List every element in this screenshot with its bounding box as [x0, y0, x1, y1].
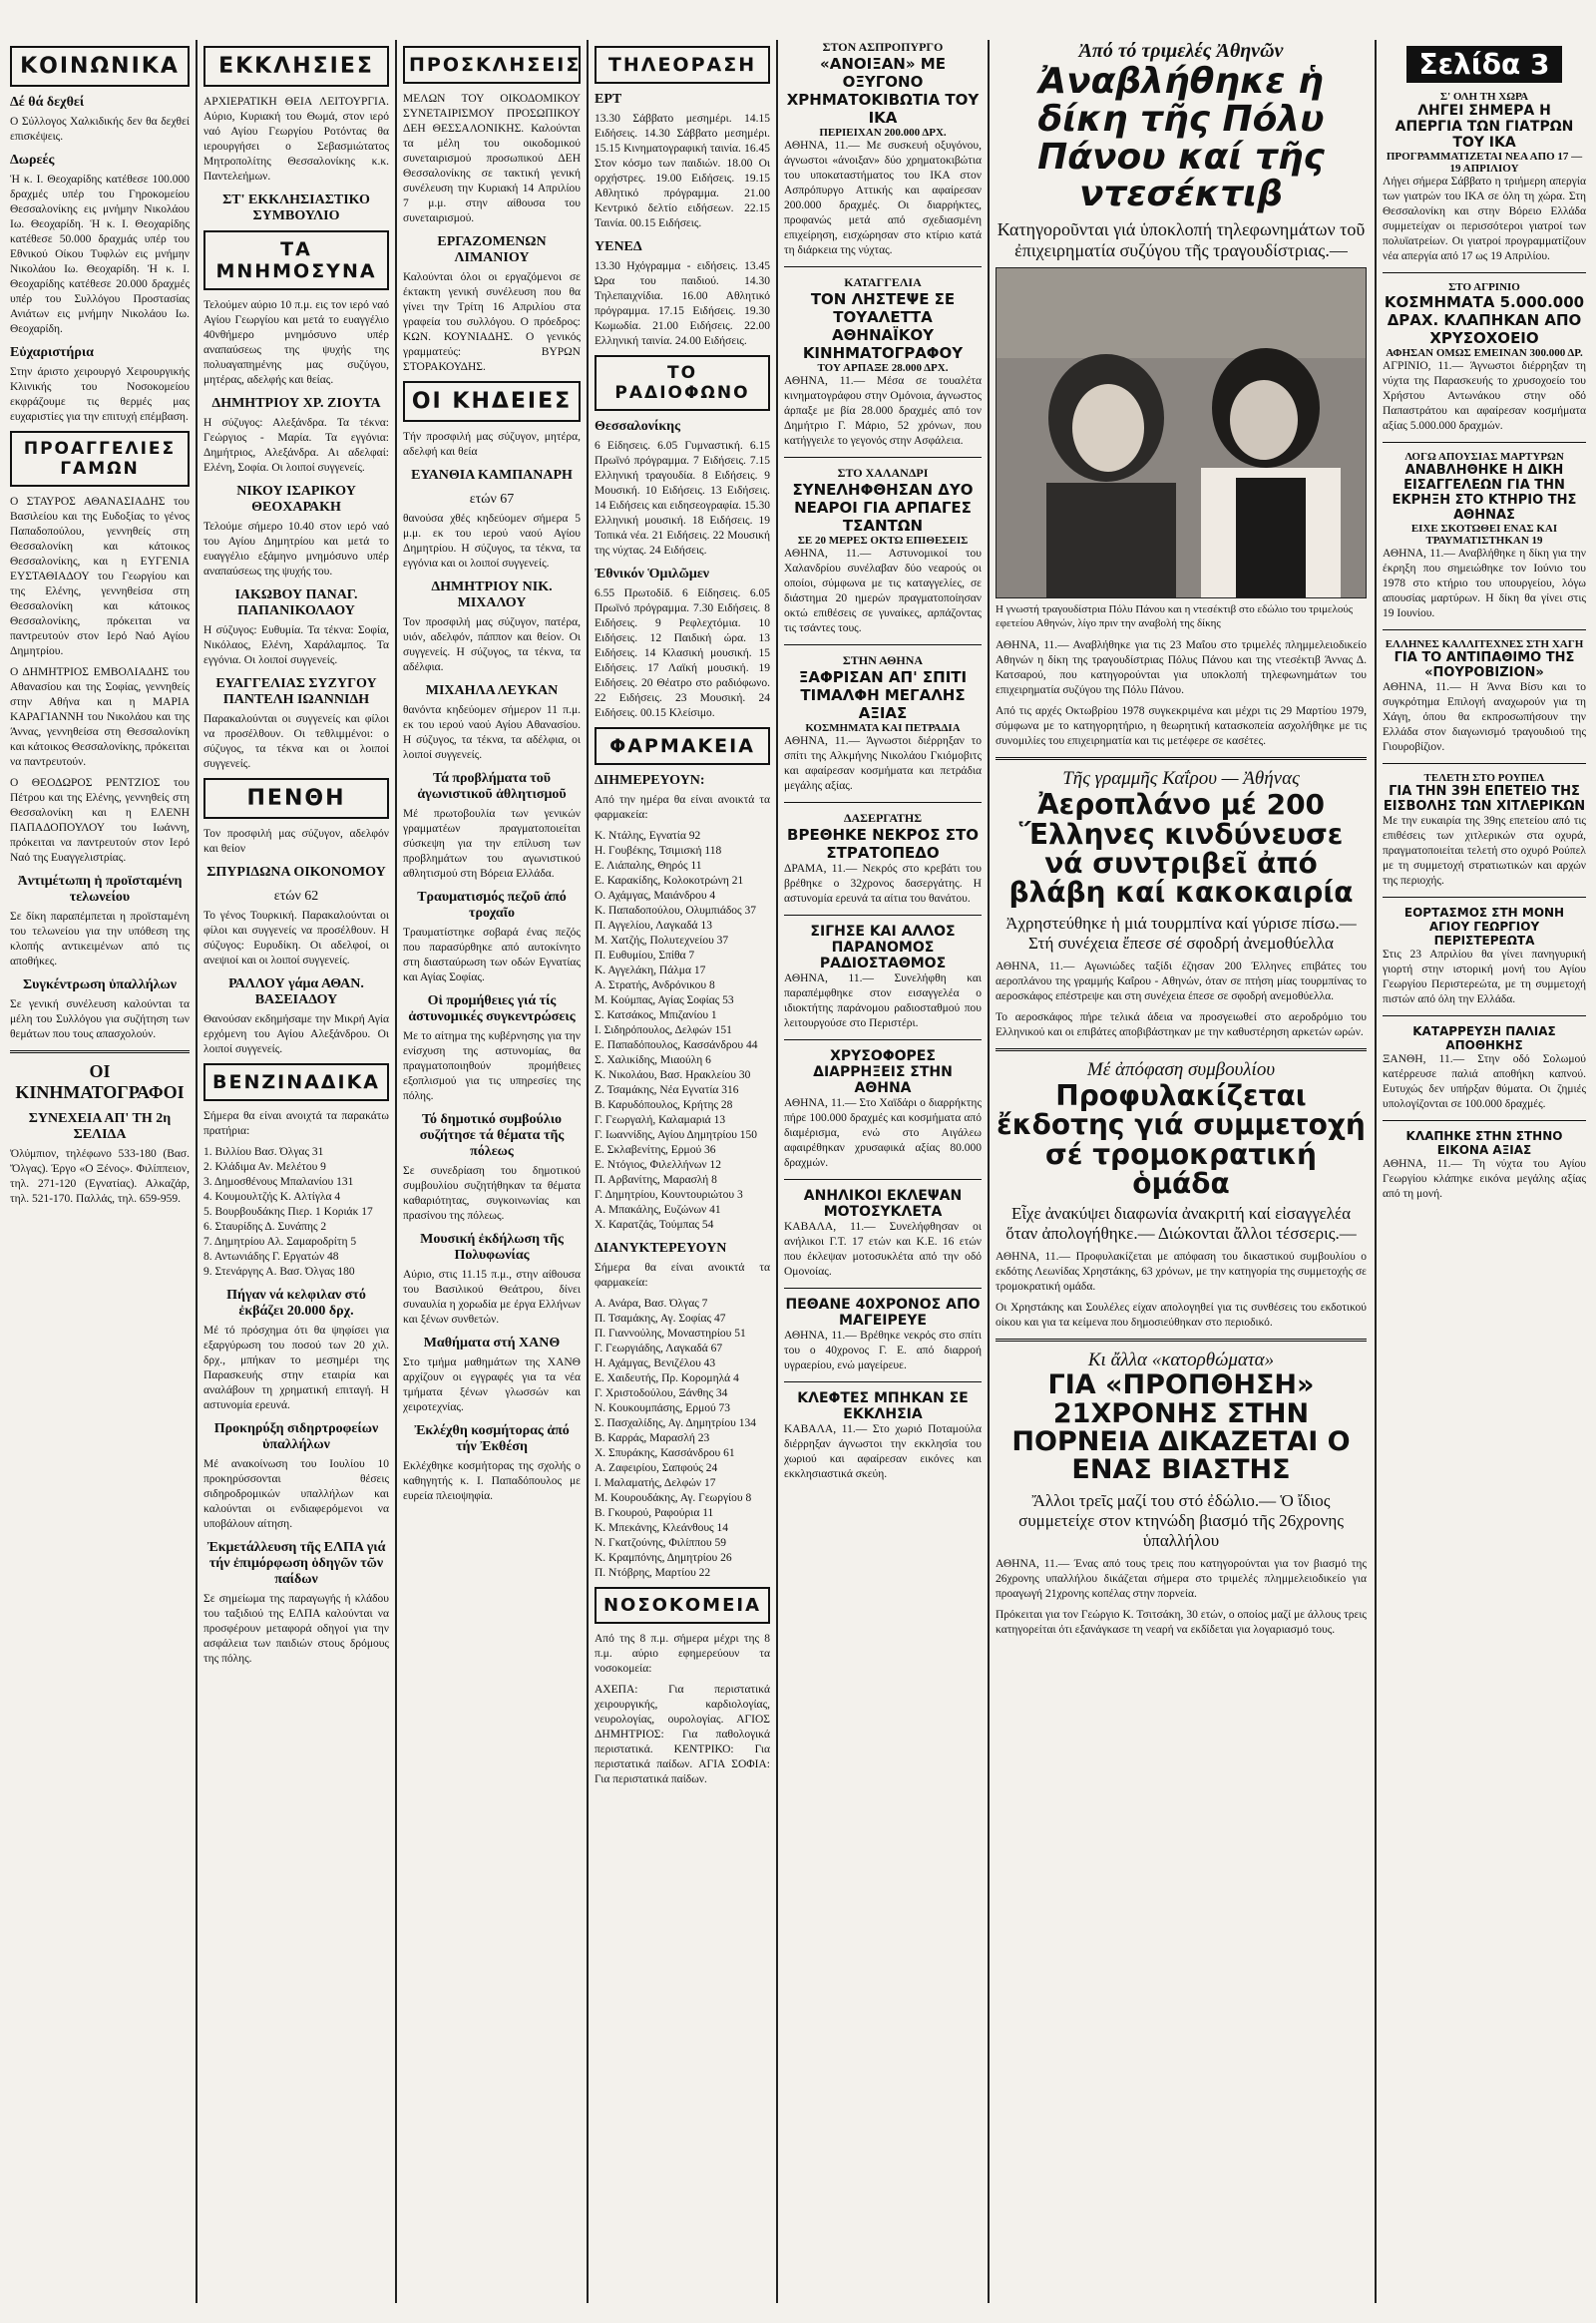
divider	[784, 802, 982, 803]
item-text: Ὀλύμπιον, τηλέφωνο 533-180 (Βασ. Ὄλγας). Έργο «Ο Ξένος». Φιλίππειον, τηλ. 271-120 (Εγνατίας). Αλκαζάρ, τηλ. 521-170. Παλλάς, τηλ. 659-959.	[10, 1148, 190, 1205]
divider	[1383, 763, 1586, 764]
list-item: 8. Αντωνιάδης Γ. Εργατών 48	[203, 1251, 339, 1263]
list-item: Π. Ευθυμίου, Σπίθα 7	[595, 950, 695, 962]
section-header-memorials: ΤΑ ΜΝΗΜΟΣΥΝΑ	[203, 230, 389, 290]
section-header-funerals: ΟΙ ΚΗΔΕΙΕΣ	[403, 381, 581, 422]
list-item: Σ. Κατσάκος, Μπιζανίου 1	[595, 1009, 717, 1021]
list-item: Μ. Κούμπας, Αγίας Σοφίας 53	[595, 994, 734, 1006]
item-text: Το γένος Τουρκική. Παρακαλούνται οι φίλοι και συγγενείς να προσέλθουν. Η σύζυγος: Ευρυδίκη. Οι αδελφοί, οι ανεψιοί και οι λοιποί συγγενείς.	[203, 910, 389, 967]
divider	[784, 915, 982, 916]
article-headline: ΣΥΝΕΛΗΦΘΗΣΑΝ ΔΥΟ ΝΕΑΡΟΙ ΓΙΑ ΑΡΠΑΓΕΣ ΤΣΑΝΤΩΝ	[792, 481, 974, 535]
column-rule	[1375, 40, 1377, 2303]
list-item: 7. Δημητρίου Αλ. Σαμαροδρίτη 5	[203, 1236, 357, 1248]
item-heading: ΣΥΝΕΧΕΙΑ ΑΠ' ΤΗ 2η ΣΕΛΙΔΑ	[28, 1111, 172, 1142]
item-text: ΑΧΕΠΑ: Για περιστατικά χειρουργικής, καρδιολογίας, νευρολογίας, ουρολογίας. ΑΓΙΟΣ ΔΗΜΗΤΡΙΟΣ: Για παθολογικά περιστατικά. ΚΕΝΤΡΙΚΟ: Για περιστατικά παίδων. ΑΓΙΑ ΣΟΦΙΑ: Για περιστατικά παίδων.	[595, 1684, 770, 1785]
photo-illustration	[997, 268, 1367, 597]
item-heading: Τραυματισμός πεζοῦ ἀπό τροχαῖο	[417, 890, 567, 921]
list-item: Γ. Γεωργιάδης, Λαγκαδά 67	[595, 1343, 723, 1355]
item-text: Η σύζυγος: Ευθυμία. Τα τέκνα: Σοφία, Νικόλαος, Ελένη, Χαράλαμπος. Τα εγγόνια. Οι λοιποί συγγενείς.	[203, 624, 389, 666]
item-text: Με το αίτημα της κυβέρνησης για την ενίσχυση της αστυνομίας, θα πραγματοποιηθούν προμήθειες εξοπλισμού για τις υπηρεσίες της πόλης.	[403, 1030, 581, 1102]
list-item: Κ. Νικολάου, Βασ. Ηρακλείου 30	[595, 1069, 751, 1081]
list-item: Β. Καρυδόπουλος, Κρήτης 28	[595, 1099, 733, 1111]
item-text: ΑΡΧΙΕΡΑΤΙΚΗ ΘΕΙΑ ΛΕΙΤΟΥΡΓΙΑ. Αύριο, Κυριακή του Θωμά, στον ιερό ναό Αγίου Γεωργίου Ροτόντας θα ιερουργήσει ο Σεβασμιώτατος Μητροπολίτης Θεσσαλονίκης κ.κ. Παντελεήμων.	[203, 96, 389, 183]
item-text: Μέ πρωτοβουλία των γενικών γραμματέων πραγματοποιείται σύσκεψη για την επίλυση των προβλημάτων του αγωνιστικού αθλητισμού στη Βόρεια Ελλάδα.	[403, 808, 581, 880]
article-text: Το αεροσκάφος πήρε τελικά άδεια να προσγειωθεί στο αεροδρόμιο του Ελληνικού και οι επιβάτες αποβιβάστηκαν με την καθυστέρηση αρκετών ωρών.	[996, 1010, 1367, 1038]
item-text: Η σύζυγος: Αλεξάνδρα. Τα τέκνα: Γεώργιος - Μαρία. Τα εγγόνια: Δημήτριος, Αλεξάνδρα. Αι αδελφαί: Ελένη, Σοφία. Οι λοιποί συγγενείς.	[203, 417, 389, 474]
item-heading: ΣΠΥΡΙΔΩΝΑ ΟΙΚΟΝΟΜΟΥ	[206, 865, 386, 880]
article-subhead: Ἄλλοι τρεῖς μαζί του στό ἐδώλιο.— Ὁ ἴδιος συμμετείχε στον κτηνώδη βιασμό τῆς 26χρονης ὑπαλλήλου	[1018, 1490, 1344, 1550]
page-number-label: Σελίδα 3	[1406, 46, 1561, 83]
item-heading: ΣΤ' ΕΚΚΛΗΣΙΑΣΤΙΚΟ ΣΥΜΒΟΥΛΙΟ	[222, 193, 370, 223]
section-header-invitations: ΠΡΟΣΚΛΗΣΕΙΣ	[403, 46, 581, 84]
article-subhead: ΣΕ 20 ΜΕΡΕΣ ΟΚΤΩ ΕΠΙΘΕΣΕΙΣ	[797, 535, 969, 547]
article-headline: ΤΟΝ ΛΗΣΤΕΨΕ ΣΕ ΤΟΥΑΛΕΤΤΑ ΑΘΗΝΑΪΚΟΥ ΚΙΝΗΜΑΤΟΓΡΑΦΟΥ	[802, 290, 964, 362]
divider	[784, 1039, 982, 1040]
divider	[996, 757, 1367, 760]
list-item: Α. Μπακάλης, Ευζώνων 41	[595, 1204, 721, 1216]
divider	[1383, 897, 1586, 898]
list-item: 1. Βιλλίου Βασ. Όλγας 31	[203, 1146, 324, 1158]
article-headline: Ἀεροπλάνο μέ 200 Ἕλληνες κινδύνευσε νά συντριβεῖ ἀπό βλάβη καί κακοκαιρία	[1008, 788, 1354, 910]
list-item: Ε. Σκλαβενίτης, Ερμού 36	[595, 1144, 716, 1156]
column-rule	[988, 40, 990, 2303]
item-text: Σε σημείωμα της παραγωγής ή κλάδου του ταξιδιού της ΕΛΠΑ καλούνται να προσφέρουν μεταφορά οδηγοί για την ασφάλεια των παιδιών στους δρόμους της πόλης.	[203, 1593, 389, 1665]
item-heading: Πήγαν νά κελφιλαν στό ἐκβάζει 20.000 δρχ.	[226, 1288, 366, 1319]
divider	[1383, 629, 1586, 630]
divider	[1383, 1015, 1586, 1016]
list-item: Γ. Γεωργαλή, Καλαμαριά 13	[595, 1114, 726, 1126]
item-text: Παρακαλούνται οι συγγενείς και φίλοι να προσέλθουν. Οι τεθλιμμένοι: ο σύζυγος, τα τέκνα και οι λοιποί συγγενείς.	[203, 713, 389, 770]
item-heading: ΕΡΤ	[595, 92, 622, 107]
item-text: Τήν προσφιλή μας σύζυγον, μητέρα, αδελφή και θεία	[403, 431, 581, 458]
article-headline: ΚΛΕΦΤΕΣ ΜΠΗΚΑΝ ΣΕ ΕΚΚΛΗΣΙΑ	[797, 1390, 969, 1422]
item-heading: ΕΥΑΓΓΕΛΙΑΣ ΣΥΖΥΓΟΥ ΠΑΝΤΕΛΗ ΙΩΑΝΝΙΔΗ	[215, 676, 377, 707]
column-invitations	[403, 40, 581, 2303]
list-item: Ε. Παπαδόπουλος, Κασσάνδρου 44	[595, 1039, 758, 1051]
list-item: Κ. Παπαδοπούλου, Ολυμπιάδος 37	[595, 905, 756, 917]
item-text: Ο ΣΤΑΥΡΟΣ ΑΘΑΝΑΣΙΑΔΗΣ του Βασιλείου και της Ευδοξίας το γένος Παπαδοπούλου, γεννηθείς στη Θεσσαλονίκη και κάτοικος Θεσσαλονίκης, και η ΕΥΓΕΝΙΑ ΕΥΣΤΑΘΙΑΔΟΥ του Γεωργίου και της Ελένης, γεννηθείσα στη Θεσσαλονίκη και κάτοικος Θεσσαλονίκης, πρόκειται να παντρευτούν στον Ιερό Ναό Αγίου Δημητρίου.	[10, 496, 190, 657]
article-text: ΑΘΗΝΑ, 11.— Τη νύχτα του Αγίου Γεωργίου κλάπηκε εικόνα μεγάλης αξίας από τη μονή.	[1383, 1158, 1586, 1200]
article-headline: ΧΡΥΣΟΦΟΡΕΣ ΔΙΑΡΡΗΞΕΙΣ ΣΤΗΝ ΑΘΗΝΑ	[813, 1048, 953, 1096]
item-text: Στο τμήμα μαθημάτων της ΧΑΝΘ αρχίζουν οι εγγραφές για τα νέα τμήματα ξένων γλωσσών και χειροτεχνίας.	[403, 1356, 581, 1413]
list-item: Μ. Κουρουδάκης, Αγ. Γεωργίου 8	[595, 1492, 752, 1504]
article-headline: ΓΙΑ «ΠΡΟΠΘΗΣΗ» 21ΧΡΟΝΗΣ ΣΤΗΝ ΠΟΡΝΕΙΑ ΔΙΚΑΖΕΤΑΙ Ο ΕΝΑΣ ΒΙΑΣΤΗΣ	[1011, 1369, 1351, 1486]
item-subheading: ετών 62	[273, 889, 319, 904]
list-item: Π. Γιαννούλης, Μοναστηρίου 51	[595, 1328, 746, 1340]
item-heading: Τά προβλήματα τοῦ ἀγωνιστικοῦ ἀθλητισμοῦ	[417, 771, 567, 802]
item-text: 6.55 Πρωτοδίδ. 6 Είδησεις. 6.05 Πρωϊνό πρόγραμμα. 7.30 Ειδήσεις. 8 Ειδήσεις. 9 Ρεφλεχτόμια. 10 Ειδήσεις. 12 Παιδική ώρα. 13 Ειδήσεις. 14 Κλασική μουσική. 15 Ειδήσεις. 17 Λαϊκή μουσική. 19 Ειδήσεις. 20 Θέατρο στο ραδιόφωνο. 22 Ειδήσεις. 23 Μουσική. 24 Ειδήσεις. 00.15 Κλείσιμο.	[595, 587, 770, 719]
item-heading: Δέ θά δεχθεί	[10, 95, 85, 110]
item-text: Τελούμεν αύριο 10 π.μ. εις τον ιερό ναό Αγίου Γεωργίου και μετά το ευαγγέλιο 40νθήμερο μνημόσυνο υπέρ αναπαύσεως της ψυχής της πολυαγαπημένης μας συζύγου, μητέρας, αδελφής και θείας.	[203, 299, 389, 386]
item-subheading: ετών 67	[469, 492, 515, 507]
item-text: θανόντα κηδεύομεν σήμερον 11 π.μ. εκ του ιερού ναού Αγίου Αθανασίου. Η σύζυγος, τα τέκνα, τα αδέλφια, οι λοιποί συγγενείς.	[403, 704, 581, 761]
item-text: Ο ΔΗΜΗΤΡΙΟΣ ΕΜΒΟΛΙΑΔΗΣ του Αθανασίου και της Σοφίας, γεννηθείς στην Αθήνα και η ΜΑΡΙΑ ΚΑΡΑΓΙΑΝΝΗ του Νικολάου και της Άννας, γεννηθείσα στη Θεσσαλονίκη και κάτοικος Θεσσαλονίκης, πρόκειται να παντρευτούν.	[10, 666, 190, 768]
list-item: Ι. Μαλαματής, Δελφών 17	[595, 1477, 716, 1489]
news-photo	[996, 267, 1367, 598]
list-item: Ο. Αχάμγας, Μαιάνδρου 4	[595, 890, 716, 902]
article-text: ΑΓΡΙΝΙΟ, 11.— Άγνωστοι διέρρηξαν τη νύχτα της Παρασκευής το χρυσοχοείο του Χρήστου Αντωνάκου στην οδό Παπαστράτου και αφαίρεσαν κοσμήματα αξίας 5.000.000 δραχμών.	[1383, 360, 1586, 432]
item-text: Μέ ανακοίνωση του Ιουλίου 10 προκηρύσσονται θέσεις σιδηροδρομικών υπαλλήλων και καλούνται οι ενδιαφερόμενοι να υποβάλουν αίτηση.	[203, 1458, 389, 1530]
article-text: ΑΘΗΝΑ, 11.— Προφυλακίζεται με απόφαση του δικαστικού συμβουλίου ο εκδότης Λεωνίδας Χρηστάκης, 63 χρόνων, με την κατηγορία της συμμετοχής σε τρομοκρατική ομάδα.	[996, 1251, 1367, 1294]
article-headline: ΣΙΓΗΣΕ ΚΑΙ ΑΛΛΟΣ ΠΑΡΑΝΟΜΟΣ ΡΑΔΙΟΣΤΑΘΜΟΣ	[810, 924, 956, 971]
column-right	[1383, 40, 1586, 2303]
item-heading: Θεσσαλονίκης	[595, 419, 681, 434]
article-kicker: Ἀπό τό τριμελές Ἀθηνῶν	[1078, 40, 1284, 62]
list-item: Κ. Ντάλης, Εγνατία 92	[595, 830, 701, 842]
item-text: Σε συνεδρίαση του δημοτικού συμβουλίου συζητήθηκαν τα θέματα καθαριότητας, συγκοινωνίας και πρασίνου της πόλεως.	[403, 1165, 581, 1222]
item-heading: Εὐχαριστήρια	[10, 345, 94, 360]
item-text: 13.30 Σάββατο μεσημέρι. 14.15 Ειδήσεις. 14.30 Σάββατο μεσημέρι. 15.15 Κινηματογραφική ταινία. 16.45 Στον κόσμο των παιδιών. 18.00 Οι ορχήστρες. 19.00 Ειδήσεις. 19.15 Αθλητικό πρόγραμμα. 21.00 Κεντρικό δελτίο ειδήσεων. 22.15 Ταινία. 00.15 Ειδήσεις.	[595, 113, 770, 229]
article-kicker: Μέ ἀπόφαση συμβουλίου	[1086, 1058, 1276, 1080]
item-text: Ο ΘΕΟΔΩΡΟΣ ΡΕΝΤΖΙΟΣ του Πέτρου και της Ελένης, γεννηθείς στη Θεσσαλονίκη και η ΕΛΕΝΗ ΠΑΠΑΔΟΠΟΥΛΟΥ του Ιωάννη, πρόκειται να παντρευτούν στον Ιερό Ναό της Ευαγγελιστρίας.	[10, 777, 190, 864]
item-text: 13.30 Ηχόγραμμα - ειδήσεις. 13.45 Ώρα του παιδιού. 14.30 Τηλεπαιχνίδια. 16.00 Αθλητικό πρόγραμμα. 17.15 Ειδήσεις. 19.30 Κωμωδία. 21.00 Ειδήσεις. 22.00 Ελληνική ταινία. 24.00 Ειδήσεις.	[595, 260, 770, 347]
article-subhead: Ἀχρηστεύθηκε ἡ μιά τουρμπίνα καί γύρισε πίσω.— Στή συνέχεια ἔπεσε σέ σφοδρή ἀνεμοθύελλα	[1005, 913, 1357, 953]
item-heading: Ἐθνικόν Ὁμιλῶμεν	[595, 567, 710, 581]
article-text: Στις 23 Απριλίου θα γίνει πανηγυρική γιορτή στην ιστορική μονή του Αγίου Γεωργίου Περιστερεώτα, με τη συμμετοχή πιστών από όλη την Ελλάδα.	[1383, 949, 1586, 1005]
article-kicker: ΣΤΟ ΑΓΡΙΝΙΟ	[1448, 281, 1520, 293]
item-heading: ΔΙΑΝΥΚΤΕΡΕΥΟΥΝ	[595, 1241, 727, 1256]
article-text: ΑΘΗΝΑ, 11.— Βρέθηκε νεκρός στο σπίτι του ο 40χρονος Γ. Ε. από διαρροή υγραερίου, ενώ μαγείρευε.	[784, 1330, 982, 1371]
item-text: Ἡ κ. Ι. Θεοχαρίδης κατέθεσε 100.000 δραχμές υπέρ του Γηροκομείου Θεσσαλονίκης εις μνήμην Νικολάου Ιω. Θεοχαρίδη. Ἡ κ. Ι. Θεοχαρίδης κατέθεσε 50.000 δραχμάς υπέρ του Εθνικού Οίκου Τυφλών εις μνήμην Νικολάου Ιω. Θεοχαρίδη. Ἡ κ. Ι. Θεοχαρίδης κατέθεσε 20.000 δραχμές υπέρ του Συλλόγου Προστασίας Ανιάτων εις μνήμην Νικολάου Ιω. Θεοχαρίδη.	[10, 174, 190, 335]
item-heading: ΔΙΗΜΕΡΕΥΟΥΝ:	[595, 773, 705, 788]
item-text: Εκλέχθηκε κοσμήτορας της σχολής ο καθηγητής κ. Ι. Παπαδόπουλος με ευρεία πλειοψηφία.	[403, 1460, 581, 1502]
article-text: ΑΘΗΝΑ, 11.— Συνελήφθη και παραπέμφθηκε στον εισαγγελέα ο ιδιοκτήτης παράνομου ραδιοσταθμού που λειτουργούσε στο Περιστέρι.	[784, 972, 982, 1029]
item-heading: Προκηρύξη σιδηρτροφείων ὑπαλλήλων	[213, 1421, 379, 1452]
page-number-box	[1383, 46, 1586, 83]
article-text: ΑΘΗΝΑ, 11.— Ένας από τους τρεις που κατηγορούνται για τον βιασμό της 26χρονης υπαλλήλου δικάζεται σήμερα στο τριμελές πλημμελειοδικείο για προαγωγή 21χρονης κοπέλας στην πορνεία.	[996, 1557, 1367, 1600]
article-subhead: Εἶχε ἀνακύψει διαφωνία ἀνακριτή καί εἰσαγγελέα ὅταν ἀπολογήθηκε.— Διώκονται ἄλλοι τέσσερις.—	[1005, 1204, 1357, 1244]
article-headline: ΓΙΑ ΤΟ ΑΝΤΙΠΑΘΙΜΟ ΤΗΣ «ΠΟΥΡΟΒΙΖΙΟΝ»	[1394, 650, 1575, 680]
list-item: Σ. Χαλικίδης, Μιαούλη 6	[595, 1054, 711, 1066]
section-header-churches: ΕΚΚΛΗΣΙΕΣ	[203, 46, 389, 87]
item-text: Σήμερα θα είναι ανοικτά τα φαρμακεία:	[595, 1262, 770, 1289]
list-item: Π. Τσαμάκης, Αγ. Σοφίας 47	[595, 1313, 726, 1325]
list-item: Α. Ανάρα, Βασ. Όλγας 7	[595, 1298, 708, 1310]
list-item: 6. Σταυρίδης Δ. Συνάπης 2	[203, 1221, 327, 1233]
article-subhead: ΑΦΗΣΑΝ ΟΜΩΣ ΕΜΕΙΝΑΝ 300.000 ΔΡ.	[1386, 347, 1583, 359]
list-item: Ε. Ντόγιος, Φιλελλήνων 12	[595, 1159, 721, 1171]
item-heading: ΔΗΜΗΤΡΙΟΥ ΧΡ. ΖΙΟΥΤΑ	[211, 396, 381, 411]
article-text: ΑΘΗΝΑ, 11.— Η Άννα Βίσυ και το συγκρότημα Επιλογή αναχωρούν για τη Χάγη, όπου θα εκπροσωπήσουν την Ελλάδα στον διαγωνισμό τραγουδιού της Γιουροβίζιον.	[1383, 681, 1586, 753]
article-text: ΑΘΗΝΑ, 11.— Αστυνομικοί του Χαλανδρίου συνέλαβαν δύο νεαρούς οι οποίοι, σύμφωνα με τις καταγγελίες, σε διάστημα 20 ημερών πραγματοποίησαν οκτώ επιθέσεις σε γυναίκες, αρπάζοντας τις τσάντες τους.	[784, 548, 982, 634]
item-heading: ΕΡΓΑΖΟΜΕΝΩΝ ΛΙΜΑΝΙΟΥ	[437, 234, 547, 265]
article-text: Με την ευκαιρία της 39ης επετείου από τις επιθέσεις των χιτλερικών στα οχυρά, πραγματοποιείται τελετή στο οχυρό Ρούπελ με τη συμμετοχή στρατιωτικών και αρχών της περιοχής.	[1383, 815, 1586, 887]
divider	[784, 644, 982, 645]
article-headline: ΓΙΑ ΤΗΝ 39Η ΕΠΕΤΕΙΟ ΤΗΣ ΕΙΣΒΟΛΗΣ ΤΩΝ ΧΙΤΛΕΡΙΚΩΝ	[1383, 784, 1586, 814]
article-text: ΚΑΒΑΛΑ, 11.— Συνελήφθησαν οι ανήλικοι Γ.Τ. 17 ετών και Κ.Ε. 16 ετών που έκλεψαν μοτοσυκλέτα από την οδό Ομονοίας.	[784, 1221, 982, 1278]
column-rule	[776, 40, 778, 2303]
article-subhead: Κατηγοροῦνται γιά ὑποκλοπή τηλεφωνημάτων τοῦ ἐπιχειρηματία συζύγου τῆς τραγουδίστριας.—	[997, 219, 1366, 261]
article-text: Από τις αρχές Οκτωβρίου 1978 συγκεκριμένα και μέχρι τις 29 Μαρτίου 1979, σύμφωνα με το κατηγορητήριο, η θεωρητική κατασκοπεία ασχολήθηκε με τις συνομιλίες του επιχειρηματία και τις μετέφερε σε κασέτες.	[996, 705, 1367, 748]
section-header-tv: ΤΗΛΕΟΡΑΣΗ	[595, 46, 770, 84]
list-item: Β. Γκουρού, Ραφούρια 11	[595, 1507, 714, 1519]
list-item: Μ. Χατζής, Πολυτεχνείου 37	[595, 935, 729, 947]
item-heading: Συγκέντρωση ὑπαλλήλων	[22, 977, 178, 992]
item-text: Θανούσαν εκδημήσαμε την Μικρή Αγία ερχόμενη του Αγίου Αλεξάνδρου. Οι λοιποί συγγενείς.	[203, 1013, 389, 1055]
column-churches	[203, 40, 389, 2303]
divider	[10, 1050, 190, 1053]
column-rule	[196, 40, 198, 2303]
list-item: 9. Στενάργης Α. Βασ. Όλγας 180	[203, 1266, 355, 1278]
article-headline: ΑΝΗΛΙΚΟΙ ΕΚΛΕΨΑΝ ΜΟΤΟΣΥΚΛΕΤΑ	[803, 1188, 963, 1220]
item-heading: Τό δημοτικό συμβούλιο συζήτησε τά θέματα τῆς πόλεως	[419, 1112, 565, 1159]
article-headline: ΞΑΦΡΙΣΑΝ ΑΠ' ΣΠΙΤΙ ΤΙΜΑΛΦΗ ΜΕΓΑΛΗΣ ΑΞΙΑΣ	[798, 668, 968, 722]
list-item: Α. Στρατής, Ανδρόνικου 8	[595, 979, 715, 991]
divider	[1383, 272, 1586, 273]
article-subhead: ΠΡΟΓΡΑΜΜΑΤΙΖΕΤΑΙ ΝΕΑ ΑΠΟ 17 — 19 ΑΠΡΙΛΙΟΥ	[1386, 151, 1583, 175]
item-text: ΜΕΛΩΝ ΤΟΥ ΟΙΚΟΔΟΜΙΚΟΥ ΣΥΝΕΤΑΙΡΙΣΜΟΥ ΠΡΟΣΩΠΙΚΟΥ ΔΕΗ ΘΕΣΣΑΛΟΝΙΚΗΣ. Καλούνται τα μέλη του οικοδομικού συνεταιρισμού προσωπικού ΔΕΗ Θεσσαλονίκης σε τακτική γενική συνέλευση την Κυριακή 14 Απριλίου 7 μ.μ. στην αίθουσα του συνεταιρισμού.	[403, 93, 581, 224]
item-heading: Μουσική ἐκδήλωση τῆς Πολυφωνίας	[420, 1232, 564, 1263]
item-heading: Ἀντιμέτωπη ἡ προϊσταμένη τελωνείου	[17, 874, 183, 905]
section-header-gas-stations: ΒΕΝΖΙΝΑΔΙΚΑ	[203, 1063, 389, 1101]
section-header-cinemas: ΟΙ ΚΙΝΗΜΑΤΟΓΡΑΦΟΙ	[15, 1061, 185, 1102]
divider	[784, 1288, 982, 1289]
article-text: ΞΑΝΘΗ, 11.— Στην οδό Σολωμού κατέρρευσε παλιά αποθήκη καπνού. Ευτυχώς δεν υπήρξαν θύματα. Οι ζημιές υπολογίζονται σε 100.000 δραχμές.	[1383, 1053, 1586, 1110]
item-text: θανούσα χθές κηδεύομεν σήμερα 5 μ.μ. εκ του ιερού ναού Αγίου Δημητρίου. Η σύζυγος, τα τέκνα, τα εγγόνια και οι λοιποί συγγενείς.	[403, 513, 581, 570]
article-kicker: ΣΤΟ ΧΑΛΑΝΔΡΙ	[837, 466, 929, 480]
article-kicker: Κι ἄλλα «κατορθώματα»	[1087, 1350, 1275, 1371]
item-heading: ΡΑΛΛΟΥ γάμα ΑΘΑΝ. ΒΑΣΕΙΑΔΟΥ	[228, 976, 364, 1007]
column-main-stories	[996, 40, 1367, 2303]
article-headline: ΕΟΡΤΑΣΜΟΣ ΣΤΗ ΜΟΝΗ ΑΓΙΟΥ ΓΕΩΡΓΙΟΥ ΠΕΡΙΣΤΕΡΕΩΤΑ	[1403, 906, 1565, 948]
article-kicker: ΤΕΛΕΤΗ ΣΤΟ ΡΟΥΠΕΛ	[1423, 772, 1545, 784]
article-kicker: ΕΛΛΗΝΕΣ ΚΑΛΛΙΤΕΧΝΕΣ ΣΤΗ ΧΑΓΗ	[1385, 638, 1584, 650]
list-item: Π. Αγγελίου, Λαγκαδά 13	[595, 920, 712, 932]
article-text: Πρόκειται για τον Γεώργιο Κ. Τσιτσάκη, 30 ετών, ο οποίος μαζί με άλλους τρεις κατηγορείται ότι εξανάγκασε τη νεαρή να εκδίδεται για λογαριασμό τους.	[996, 1608, 1367, 1636]
article-headline: «ΑΝΟΙΞΑΝ» ΜΕ ΟΞΥΓΟΝΟ ΧΡΗΜΑΤΟΚΙΒΩΤΙΑ ΤΟΥ ΙΚΑ	[786, 55, 980, 127]
item-heading: Μαθήματα στή ΧΑΝΘ	[423, 1336, 561, 1351]
list-item: 5. Βουρβουδάκης Πιερ. 1 Κοριάκ 17	[203, 1206, 373, 1218]
article-text: ΚΑΒΑΛΑ, 11.— Στο χωριό Ποταμούλα διέρρηξαν άγνωστοι την εκκλησία του χωριού και αφαίρεσαν εικόνες και εκκλησιαστικά σκεύη.	[784, 1423, 982, 1480]
list-item: Ε. Χαιδευτής, Πρ. Κορομηλά 4	[595, 1372, 739, 1384]
item-heading: ΜΙΧΑΗΛΑ ΛΕΥΚΑΝ	[425, 683, 559, 698]
article-subhead: ΠΕΡΙΕΙΧΑΝ 200.000 ΔΡΧ.	[819, 127, 947, 139]
list-item: 3. Δημοσθένους Μπαλανίου 131	[203, 1176, 354, 1188]
item-text: Καλούνται όλοι οι εργαζόμενοι σε έκτακτη γενική συνέλευση που θα γίνει την Τρίτη 16 Απριλίου στα γραφεία του συλλόγου. Ο πρόεδρος: ΚΩΝ. ΚΟΥΝΙΑΔΗΣ. Ο γενικός γραμματεύς: ΒΥΡΩΝ ΣΤΟΡΑΚΟΥΔΗΣ.	[403, 271, 581, 373]
article-text: ΑΘΗΝΑ, 11.— Στο Χαϊδάρι ο διαρρήκτης πήρε 100.000 δραχμές και κοσμήματα από διαμέρισμα, ενώ στο Αιγάλεω αφαιρέθηκαν χρυσαφικά αξίας 80.000 δραχμών.	[784, 1097, 982, 1169]
gas-station-list	[203, 1145, 389, 1280]
divider	[1383, 1120, 1586, 1121]
article-text: Οι Χρηστάκης και Σουλέλες είχαν απολογηθεί για τις συνθέσεις του εκδοτικού οίκου και για τα κείμενα που δημοσιεύθηκαν στο περιοδικό.	[996, 1302, 1367, 1330]
list-item: Π. Αρβανίτης, Μαρασλή 8	[595, 1174, 717, 1186]
article-kicker: ΚΑΤΑΓΓΕΛΙΑ	[844, 275, 922, 289]
article-headline: ΠΕΘΑΝΕ 40ΧΡΟΝΟΣ ΑΠΟ ΜΑΓΕΙΡΕΥΕ	[785, 1297, 981, 1329]
column-rule	[587, 40, 589, 2303]
column-tv	[595, 40, 770, 2303]
item-heading: ΔΗΜΗΤΡΙΟΥ ΝΙΚ. ΜΙΧΑΛΟΥ	[431, 580, 553, 610]
list-item: Ν. Γκατζούνης, Φιλίππου 59	[595, 1537, 726, 1549]
article-text: ΑΘΗΝΑ, 11.— Αναβλήθηκε η δίκη για την έκρηξη που σημειώθηκε τον Ιούνιο του 1978 στο κτήριο του υπουργείου, λόγω απουσίας μαρτύρων. Η δίκη θα γίνει στις 19 Ιουνίου.	[1383, 548, 1586, 619]
article-text: ΔΡΑΜΑ, 11.— Νεκρός στο κρεβάτι του βρέθηκε ο 32χρονος δασεργάτης. Η αστυνομία ερευνά τα αίτια του θανάτου.	[784, 863, 982, 905]
article-kicker: ΔΑΣΕΡΓΑΤΗΣ	[843, 811, 923, 825]
article-kicker: ΣΤΟΝ ΑΣΠΡΟΠΥΡΓΟ	[822, 40, 944, 54]
column-rule	[395, 40, 397, 2303]
divider	[784, 1381, 982, 1382]
article-headline: ΛΗΓΕΙ ΣΗΜΕΡΑ Η ΑΠΕΡΓΙΑ ΤΩΝ ΓΙΑΤΡΩΝ ΤΟΥ ΙΚΑ	[1395, 103, 1574, 151]
item-heading: ΝΙΚΟΥ ΙΣΑΡΙΚΟΥ ΘΕΟΧΑΡΑΚΗ	[236, 484, 356, 515]
section-header-pharmacies: ΦΑΡΜΑΚΕΙΑ	[595, 727, 770, 765]
article-headline: ΚΟΣΜΗΜΑΤΑ 5.000.000 ΔΡΑΧ. ΚΛΑΠΗΚΑΝ ΑΠΟ ΧΡΥΣΟΧΟΕΙΟ	[1384, 293, 1585, 347]
article-kicker: ΛΟΓΩ ΑΠΟΥΣΙΑΣ ΜΑΡΤΥΡΩΝ	[1404, 451, 1564, 463]
item-text: Σε δίκη παραπέμπεται η προϊσταμένη του τελωνείου για την υπόθεση της κλοπής αντικειμένων από τις αποθήκες.	[10, 911, 190, 968]
list-item: Π. Ντόβρης, Μαρτίου 22	[595, 1567, 711, 1579]
list-item: Α. Ζαφειρίου, Σαπφούς 24	[595, 1462, 718, 1474]
divider	[1383, 442, 1586, 443]
item-text: Στην άριστο χειρουργό Χειρουργικής Κλινικής του Νοσοκομείου εκφράζουμε τις θερμές μας ευχαριστίες για την επιτυχή επέμβαση.	[10, 366, 190, 423]
divider	[784, 457, 982, 458]
article-kicker: Τῆς γραμμῆς Καΐρου — Ἀθήνας	[1062, 768, 1300, 790]
item-text: Τον προσφιλή μας σύζυγον, αδελφόν και θείον	[203, 828, 389, 855]
column-social	[10, 40, 190, 2303]
article-headline: ΒΡΕΘΗΚΕ ΝΕΚΡΟΣ ΣΤΟ ΣΤΡΑΤΟΠΕΔΟ	[787, 826, 979, 862]
section-header-hospitals: ΝΟΣΟΚΟΜΕΙΑ	[595, 1587, 770, 1624]
divider	[996, 1048, 1367, 1051]
list-item: Γ. Δημητρίου, Κουντουριώτου 3	[595, 1189, 743, 1201]
item-text: Μέ τό πρόσχημα ότι θα ψηφίσει για εξαργύρωση του ποσού των 20 χιλ. δρχ., μπήκαν το μεσημέρι της Παρασκευής στην εταιρία και αναλάβουν τη χρηματική επιταγή. Η αστυνομία ερευνά.	[203, 1325, 389, 1411]
article-headline: ΑΝΑΒΛΗΘΗΚΕ Η ΔΙΚΗ ΕΙΣΑΓΓΕΛΕΩΝ ΓΙΑ ΤΗΝ ΕΚΡΗΞΗ ΣΤΟ ΚΤΗΡΙΟ ΤΗΣ ΑΘΗΝΑΣ	[1392, 463, 1577, 523]
item-text: Τελούμε σήμερο 10.40 στον ιερό ναό του Αγίου Δημητρίου και μετά το ευαγγέλιο εξάμηνο μνημόσυνο υπέρ αναπαύσεως της ψυχής του.	[203, 521, 389, 578]
article-headline: ΚΛΑΠΗΚΕ ΣΤΗΝ ΣΤΗΝΟ ΕΙΚΟΝΑ ΑΞΙΑΣ	[1405, 1129, 1563, 1157]
article-text: Λήγει σήμερα Σάββατο η τριήμερη απεργία των γιατρών του ΙΚΑ σε όλη τη χώρα. Στη Θεσσαλονίκη και στην Βόρειο Ελλάδα συμμετείχαν οι περισσότεροι γιατροί των πολυϊατρείων. Οι γιατροί προγραμματίζουν νέα απεργία από 17 ως 19 Απριλίου.	[1383, 176, 1586, 262]
divider	[784, 266, 982, 267]
list-item: Κ. Μπεκάνης, Κλεάνθους 14	[595, 1522, 728, 1534]
item-heading: ΙΑΚΩΒΟΥ ΠΑΝΑΓ. ΠΑΠΑΝΙΚΟΛΑΟΥ	[234, 587, 358, 618]
list-item: Ι. Σιδηρόπουλος, Δελφών 151	[595, 1024, 732, 1036]
item-text: Αύριο, στις 11.15 π.μ., στην αίθουσα του Βασιλικού Θεάτρου, δίνει συναυλία η χορωδία με έργα Ελλήνων και ξένων συνθετών.	[403, 1269, 581, 1326]
item-heading: ΕΥΑΝΘΙΑ ΚΑΜΠΑΝΑΡΗ	[411, 468, 573, 483]
list-item: Β. Καρράς, Μαρασλή 23	[595, 1432, 710, 1444]
article-subhead: ΚΟΣΜΗΜΑΤΑ ΚΑΙ ΠΕΤΡΑΔΙΑ	[805, 722, 961, 734]
article-headline: ΚΑΤΑΡΡΕΥΣΗ ΠΑΛΙΑΣ ΑΠΟΘΗΚΗΣ	[1412, 1024, 1556, 1052]
list-item: Χ. Σπυράκης, Κασσάνδρου 61	[595, 1447, 735, 1459]
item-text: Σε γενική συνέλευση καλούνται τα μέλη του Συλλόγου για συζήτηση των θεμάτων που τους απασχολούν.	[10, 998, 190, 1040]
item-text: Από την ημέρα θα είναι ανοικτά τα φαρμακεία:	[595, 794, 770, 821]
section-header-mourning: ΠΕΝΘΗ	[203, 778, 389, 819]
article-subhead: ΤΟΥ ΑΡΠΑΞΕ 28.000 ΔΡΧ.	[817, 362, 949, 374]
section-header-social: ΚΟΙΝΩΝΙΚΑ	[10, 46, 190, 87]
article-text: ΑΘΗΝΑ, 11.— Με συσκευή οξυγόνου, άγνωστοι «άνοιξαν» δύο χρηματοκιβώτια του υποκαταστήματος του ΙΚΑ στον Ασπρόπυργο Αττικής και αφαίρεσαν 200.000 δραχμές. Οι διαρρήκτες, προφανώς μετά από σχεδιασμένη επιχείρηση, εισχώρησαν στο κτίριο κατά τη διάρκεια της νύχτας.	[784, 140, 982, 256]
item-text: Σήμερα θα είναι ανοιχτά τα παρακάτω πρατήρια:	[203, 1110, 389, 1137]
article-text: ΑΘΗΝΑ, 11.— Μέσα σε τουαλέτα κινηματογράφου στην Ομόνοια, άγνωστος άρπαξε με βία 28.000 δραχμές από τον Δημήτριο Γ. Μάριο, 52 χρόνων, που κατήγγειλε το γεγονός στην Ασφάλεια.	[784, 375, 982, 447]
list-item: Κ. Κραμπόνης, Δημητρίου 26	[595, 1552, 732, 1564]
article-text: ΑΘΗΝΑ, 11.— Αναβλήθηκε για τις 23 Μαΐου στο τριμελές πλημμελειοδικείο Αθηνών η δίκη της τραγουδίστριας Πόλυς Πάνου και της ντεσέκτιβ Άννας Δ. Κατσαρού, που κατηγορούνται για υποκλοπή τηλεφωνημάτων του επιχειρηματία συζύγου της Πόλυ Πάνου.	[996, 639, 1367, 697]
list-item: Χ. Καρατζάς, Τούμπας 54	[595, 1219, 714, 1231]
item-text: 6 Είδησεις. 6.05 Γυμναστική. 6.15 Πρωϊνό πρόγραμμα. 7 Ειδήσεις. 7.15 Ελληνική τραγουδία. 8 Ειδήσεις. 9 Μουσική. 10 Ειδήσεις. 13 Ειδήσεις. 14 Ειδήσεις και ειδησεογραφία. 15.30 Ελληνική μουσική. 18 Ειδήσεις. 19 Τοπικά νέα. 21 Ειδήσεις. 22 Μουσική της νύχτας. 24 Ειδήσεις.	[595, 440, 770, 557]
list-item: Κ. Αγγελάκη, Πάλμα 17	[595, 965, 706, 976]
item-heading: ΥΕΝΕΔ	[595, 239, 642, 254]
pharmacy-list-day	[595, 829, 770, 1233]
divider	[996, 1339, 1367, 1342]
list-item: 2. Κλάδιμα Αν. Μελέτου 9	[203, 1161, 326, 1173]
item-heading: Ἐκμετάλλευση τῆς ΕΛΠΑ γιά τήν ἐπιμόρφωση ὁδηγῶν τῶν παίδων	[206, 1540, 386, 1587]
article-subhead: ΕΙΧΕ ΣΚΟΤΩΘΕΙ ΕΝΑΣ ΚΑΙ ΤΡΑΥΜΑΤΙΣΤΗΚΑΝ 19	[1410, 523, 1558, 547]
list-item: Η. Γουβέκης, Τσιμισκή 118	[595, 845, 722, 857]
list-item: Ζ. Τσαμάκης, Νέα Εγνατία 316	[595, 1084, 739, 1096]
item-text: Από της 8 π.μ. σήμερα μέχρι της 8 π.μ. αύριο εφημερεύουν τα νοσοκομεία:	[595, 1633, 770, 1675]
photo-caption: Η γνωστή τραγουδίστρια Πόλυ Πάνου και η ντεσέκτιβ στο εδώλιο του τριμελούς εφετείου Αθηνών, λίγο πριν την αναβολή της δίκης	[996, 603, 1354, 630]
pharmacy-list-night	[595, 1297, 770, 1581]
list-item: Ε. Καρακίδης, Κολοκοτρώνη 21	[595, 875, 744, 887]
article-text: ΑΘΗΝΑ, 11.— Άγνωστοι διέρρηξαν το σπίτι της Αλκμήνης Νικολάου Γκιόμοβιτς και αφαίρεσαν κοσμήματα και πετράδια μεγάλης αξίας.	[784, 735, 982, 792]
item-text: Ο Σύλλογος Χαλκιδικής δεν θα δεχθεί επισκέψεις.	[10, 116, 190, 143]
article-headline: Προφυλακίζεται ἔκδοτης γιά συμμετοχή σέ τρομοκρατική ὁμάδα	[997, 1078, 1366, 1200]
divider	[784, 1179, 982, 1180]
item-heading: Ἐκλέχθη κοσμήτορας ἀπό τήν Ἐκθέση	[414, 1423, 570, 1454]
section-header-weddings: ΠΡΟΑΓΓΕΛΙΕΣ ΓΑΜΩΝ	[10, 431, 190, 487]
section-header-radio: ΤΟ ΡΑΔΙΟΦΩΝΟ	[595, 355, 770, 411]
item-text: Τραυματίστηκε σοβαρά ένας πεζός που παρασύρθηκε από αυτοκίνητο στη διασταύρωση των οδών Εγνατίας και Αγίας Σοφίας.	[403, 927, 581, 983]
article-headline: Ἀναβλήθηκε ἡ δίκη τῆς Πόλυ Πάνου καί τῆς ντεσέκτιβ	[1037, 61, 1325, 215]
list-item: Γ. Ιωαννίδης, Αγίου Δημητρίου 150	[595, 1129, 758, 1141]
list-item: Σ. Πασχαλίδης, Αγ. Δημητρίου 134	[595, 1417, 756, 1429]
list-item: Ε. Λιάπαλης, Θηρός 11	[595, 860, 702, 872]
item-heading: Οἱ προμήθειες γιά τίς ἀστυνομικές συγκεντρώσεις	[408, 993, 576, 1024]
article-text: ΑΘΗΝΑ, 11.— Αγωνιώδες ταξίδι έζησαν 200 Έλληνες επιβάτες του αεροπλάνου της γραμμής Καΐρου - Αθηνών, όταν σε πτήση μίας τουρμπίνας το αεροσκάφος επέστρεψε και στη συνέχεια έπεσε σε σφοδρή ανεμοθύελλα.	[996, 960, 1367, 1002]
list-item: Ν. Κουκουμπάσης, Ερμού 73	[595, 1402, 731, 1414]
list-item: 4. Κουμουλτζής Κ. Αλτίγλα 4	[203, 1191, 341, 1203]
list-item: Η. Αχάμγας, Βενιζέλου 43	[595, 1357, 716, 1369]
article-kicker: ΣΤΗΝ ΑΘΗΝΑ	[842, 653, 924, 667]
column-news	[784, 40, 982, 2303]
item-text: Τον προσφιλή μας σύζυγον, πατέρα, υιόν, αδελφόν, πάππον και θείον. Οι συγγενείς. Η σύζυγος, τα τέκνα, τα αδέλφια.	[403, 616, 581, 673]
item-heading: Δωρεές	[10, 153, 55, 168]
article-kicker: Σ' ΟΛΗ ΤΗ ΧΩΡΑ	[1439, 91, 1529, 103]
list-item: Γ. Χριστοδούλου, Ξάνθης 34	[595, 1387, 728, 1399]
